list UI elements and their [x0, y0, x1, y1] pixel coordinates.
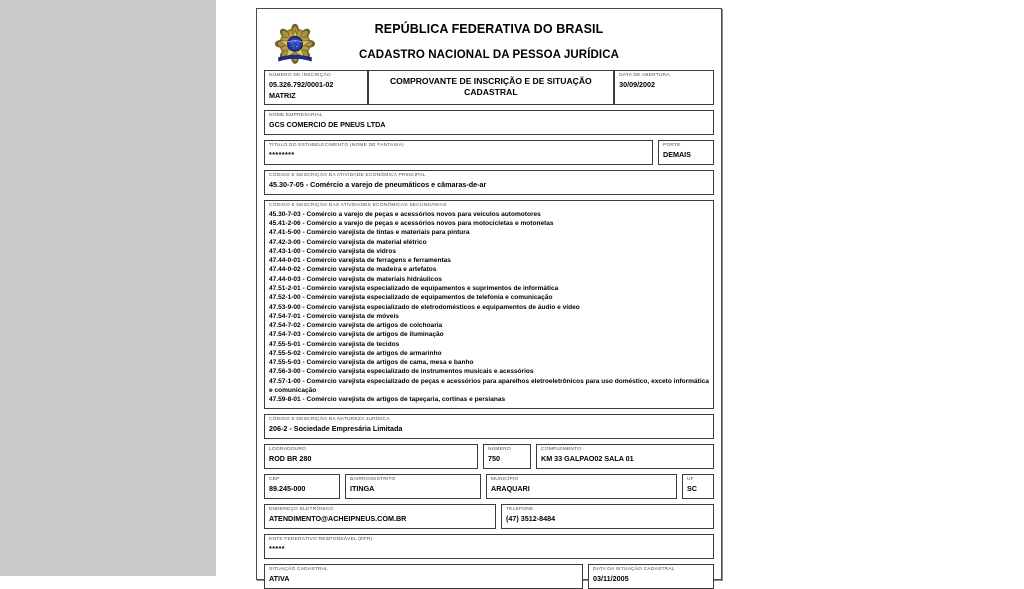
label-efr: ENTE FEDERATIVO RESPONSÁVEL (EFR) [269, 536, 373, 542]
field-natureza-juridica [264, 414, 714, 439]
value-nome-empresarial: GCS COMERCIO DE PNEUS LTDA [269, 119, 386, 129]
field-porte [658, 140, 714, 165]
secondary-activity-item: 47.53-9-00 - Comércio varejista especializado de eletrodomésticos e equipamentos de áudio e vídeo [269, 303, 580, 311]
secondary-activity-list [269, 210, 709, 405]
value-tipo-estabelecimento: MATRIZ [269, 90, 296, 100]
field-data-abertura [614, 70, 714, 105]
row-nome-empresarial [264, 110, 714, 135]
secondary-activity-item: 47.44-0-02 - Comércio varejista de madeira e artefatos [269, 266, 437, 274]
value-data-abertura: 30/09/2002 [619, 80, 656, 90]
label-numero-inscricao: NÚMERO DE INSCRIÇÃO [269, 73, 331, 78]
secondary-activity-item: 47.44-0-03 - Comércio varejista de materiais hidráulicos [269, 275, 442, 283]
row-atividade-principal [264, 170, 714, 195]
label-data-abertura: DATA DE ABERTURA [619, 73, 670, 78]
value-endereco-eletronico: ATENDIMENTO@ACHEIPNEUS.COM.BR [269, 513, 407, 523]
label-titulo-estabelecimento: TÍTULO DO ESTABELECIMENTO (NOME DE FANTASIA) [269, 142, 404, 148]
field-municipio [486, 474, 677, 499]
row-titulo-porte [264, 140, 714, 165]
row-endereco-1 [264, 444, 714, 469]
row-contato [264, 504, 714, 529]
row-endereco-2 [264, 474, 714, 499]
secondary-activity-item: 47.59-8-01 - Comércio varejista de artigos de tapeçaria, cortinas e persianas [269, 396, 506, 404]
label-atividade-principal: CÓDIGO E DESCRIÇÃO DA ATIVIDADE ECONÔMICA PRINCIPAL [269, 172, 426, 178]
label-uf: UF [687, 476, 694, 482]
value-uf: SC [687, 483, 697, 493]
label-natureza-juridica: CÓDIGO E DESCRIÇÃO DA NATUREZA JURÍDICA [269, 416, 390, 422]
label-complemento: COMPLEMENTO [541, 446, 582, 452]
document-type-title [368, 70, 614, 105]
label-situacao-cadastral: SITUAÇÃO CADASTRAL [269, 566, 328, 572]
doc-title-text: COMPROVANTE DE INSCRIÇÃO E DE SITUAÇÃO CADASTRAL [389, 75, 592, 97]
secondary-activity-item: 45.41-2-06 - Comércio a varejo de peças e acessórios novos para motocicletas e motonetas [269, 219, 554, 227]
field-nome-empresarial [264, 110, 714, 135]
field-endereco-eletronico [264, 504, 496, 529]
field-logradouro [264, 444, 478, 469]
field-atividade-principal [264, 170, 714, 195]
registry-title: CADASTRO NACIONAL DA PESSOA JURÍDICA [358, 49, 620, 61]
value-municipio: ARAQUARI [491, 483, 530, 493]
field-telefone [501, 504, 714, 529]
label-telefone: TELEFONE [506, 506, 534, 512]
cnpj-document-page [256, 8, 722, 583]
field-data-situacao-cadastral [588, 564, 714, 589]
secondary-activity-item: 47.57-1-00 - Comércio varejista especializado de peças e acessórios para aparelhos eletroeletrônicos para uso doméstico, exceto informática e comunicação [269, 377, 709, 395]
secondary-activity-item: 47.52-1-00 - Comércio varejista especializado de equipamentos de telefonia e comunicação [269, 294, 553, 302]
secondary-activity-item: 47.42-3-00 - Comércio varejista de material elétrico [269, 238, 427, 246]
value-efr: ***** [269, 543, 285, 553]
value-situacao-cadastral: ATIVA [269, 573, 290, 583]
field-cep [264, 474, 340, 499]
inscription-title-strip [264, 70, 714, 105]
value-titulo-estabelecimento: ******** [269, 149, 295, 159]
value-logradouro: ROD BR 280 [269, 453, 312, 463]
secondary-activity-item: 47.43-1-00 - Comércio varejista de vidros [269, 247, 396, 255]
label-municipio: MUNICÍPIO [491, 476, 519, 482]
value-natureza-juridica: 206-2 - Sociedade Empresária Limitada [269, 423, 403, 433]
secondary-activity-item: 47.54-7-01 - Comércio varejista de móveis [269, 312, 399, 320]
secondary-activity-item: 47.51-2-01 - Comércio varejista especializado de equipamentos e suprimentos de informática [269, 284, 559, 292]
secondary-activity-item: 47.56-3-00 - Comércio varejista especializado de instrumentos musicais e acessórios [269, 368, 534, 376]
label-numero: NÚMERO [488, 446, 511, 452]
value-bairro: ITINGA [350, 483, 375, 493]
row-natureza-juridica [264, 414, 714, 439]
field-numero [483, 444, 531, 469]
field-complemento [536, 444, 714, 469]
label-porte: PORTE [663, 142, 681, 148]
row-efr [264, 534, 714, 559]
value-porte: DEMAIS [663, 149, 691, 159]
secondary-activity-item: 47.55-5-01 - Comércio varejista de tecidos [269, 340, 400, 348]
label-atividades-secundarias: CÓDIGO E DESCRIÇÃO DAS ATIVIDADES ECONÔMICAS SECUNDÁRIAS [269, 202, 447, 208]
field-atividades-secundarias [264, 200, 714, 409]
label-bairro: BAIRRO/DISTRITO [350, 476, 396, 482]
secondary-activity-item: 45.30-7-03 - Comércio a varejo de peças e acessórios novos para veículos automotores [269, 210, 541, 218]
label-endereco-eletronico: ENDEREÇO ELETRÔNICO [269, 506, 334, 512]
brazil-coat-of-arms-icon [274, 25, 316, 71]
value-cep: 89.245-000 [269, 483, 306, 493]
field-bairro [345, 474, 481, 499]
field-uf [682, 474, 714, 499]
field-situacao-cadastral [264, 564, 583, 589]
secondary-activity-item: 47.55-5-02 - Comércio varejista de artigos de armarinho [269, 349, 442, 357]
republic-title: REPÚBLICA FEDERATIVA DO BRASIL [374, 22, 604, 36]
letterbox-left-bar [0, 0, 216, 576]
field-numero-inscricao [264, 70, 368, 105]
label-data-situacao-cadastral: DATA DA SITUAÇÃO CADASTRAL [593, 566, 675, 572]
label-logradouro: LOGRADOURO [269, 446, 307, 452]
secondary-activity-item: 47.41-5-00 - Comércio varejista de tintas e materiais para pintura [269, 229, 470, 237]
document-header [264, 15, 714, 70]
secondary-activity-item: 47.44-0-01 - Comércio varejista de ferragens e ferramentas [269, 257, 451, 265]
value-atividade-principal: 45.30-7-05 - Comércio a varejo de pneumáticos e câmaras-de-ar [269, 179, 487, 189]
value-data-situacao-cadastral: 03/11/2005 [593, 573, 629, 583]
secondary-activity-item: 47.54-7-03 - Comércio varejista de artigos de iluminação [269, 331, 444, 339]
field-efr [264, 534, 714, 559]
label-nome-empresarial: NOME EMPRESARIAL [269, 112, 323, 118]
value-complemento: KM 33 GALPAO02 SALA 01 [541, 453, 634, 463]
value-numero: 750 [488, 453, 500, 463]
label-cep: CEP [269, 476, 280, 482]
secondary-activity-item: 47.55-5-03 - Comércio varejista de artigos de cama, mesa e banho [269, 359, 474, 367]
row-atividades-secundarias [264, 200, 714, 409]
field-titulo-estabelecimento [264, 140, 653, 165]
row-situacao-cadastral [264, 564, 714, 589]
value-telefone: (47) 3512-8484 [506, 513, 556, 523]
value-numero-inscricao: 05.326.792/0001-02 [269, 80, 334, 90]
secondary-activity-item: 47.54-7-02 - Comércio varejista de artigos de colchoaria [269, 322, 443, 330]
